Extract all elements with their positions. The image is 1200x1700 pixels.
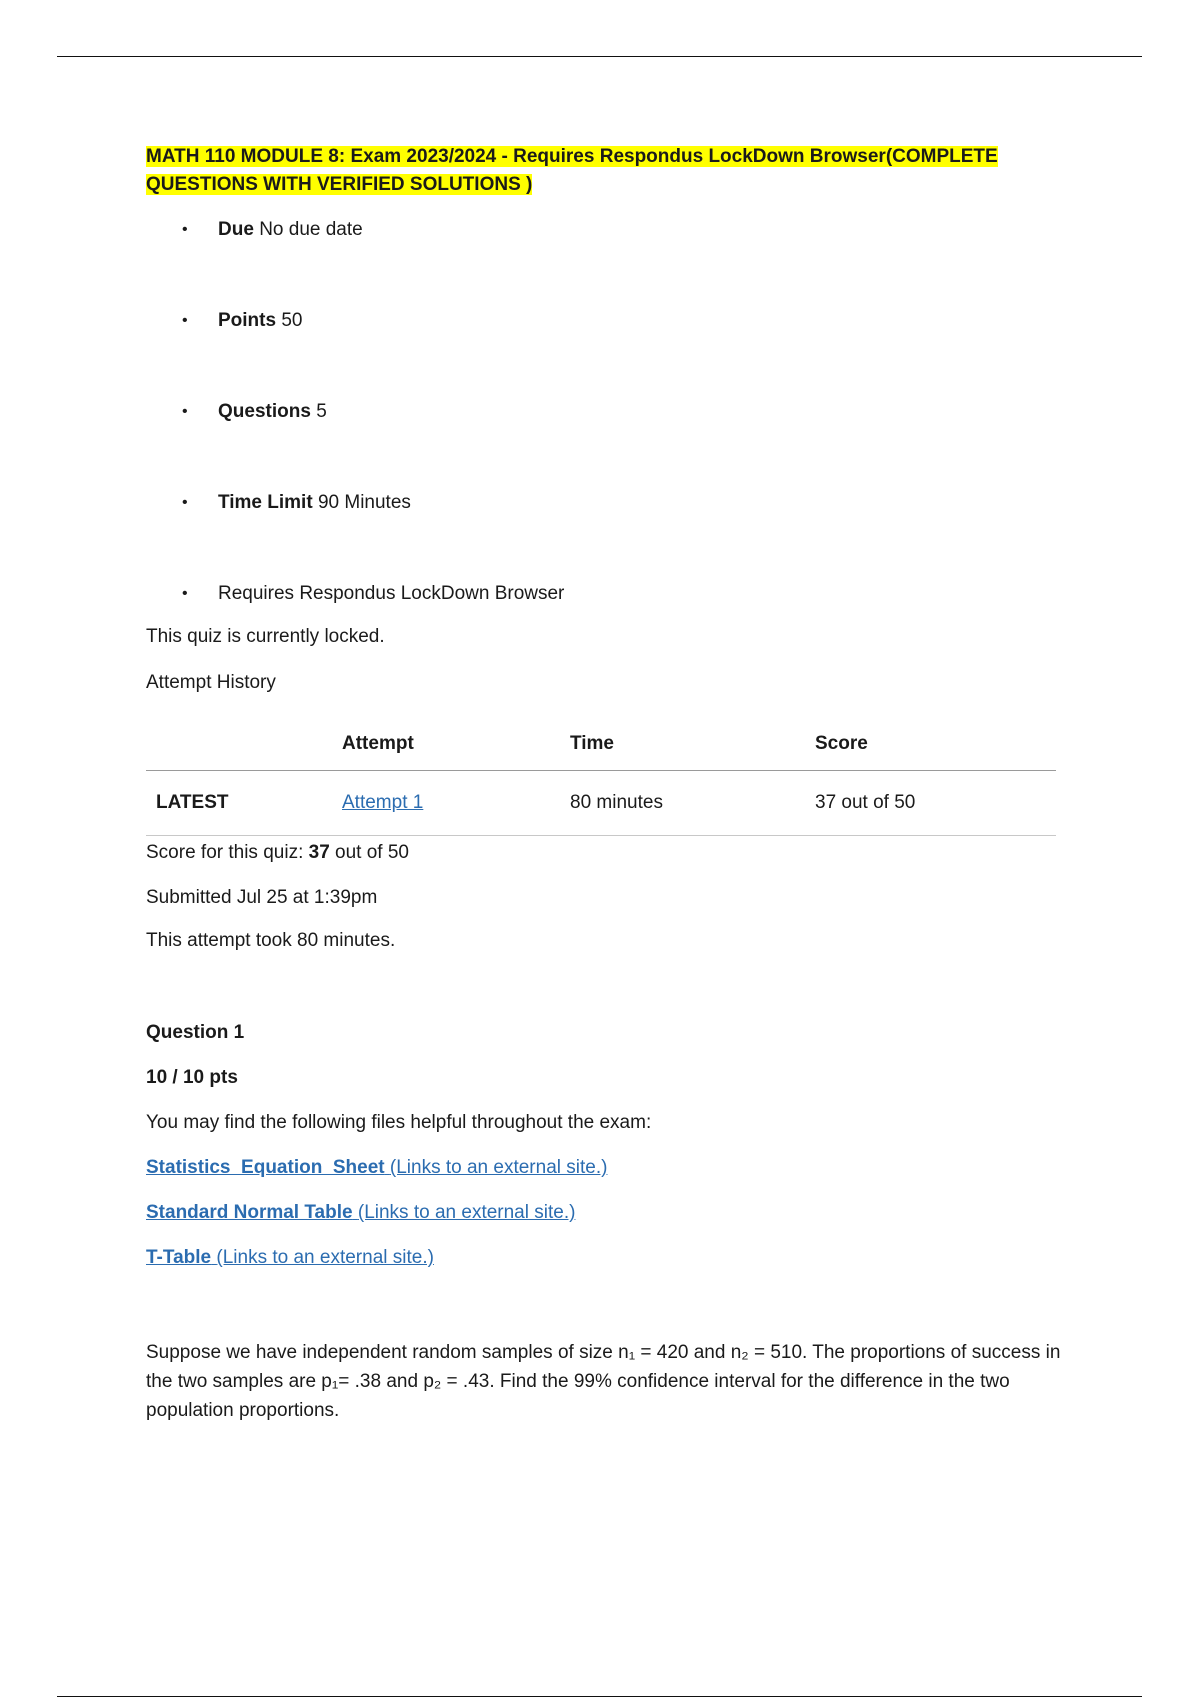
bullet-icon: •	[182, 494, 188, 511]
document-body	[146, 143, 1086, 1425]
table-header-row	[146, 718, 1056, 771]
attempt-1-link[interactable]: Attempt 1	[342, 792, 424, 813]
question-title: Question 1	[146, 1022, 245, 1043]
top-rule	[57, 56, 1142, 57]
detail-questions	[146, 399, 1086, 425]
attempt-duration: This attempt took 80 minutes.	[146, 930, 396, 951]
detail-value: Requires Respondus LockDown Browser	[218, 583, 565, 604]
attempt-cell	[342, 771, 570, 836]
resource-name: T-Table	[146, 1247, 212, 1268]
resource-t-table	[146, 1245, 1086, 1271]
detail-due	[146, 217, 1086, 243]
detail-label: Time Limit	[218, 492, 313, 513]
bullet-icon: •	[182, 585, 188, 602]
column-header-score: Score	[815, 733, 868, 754]
quiz-score	[146, 840, 1086, 866]
external-site-note: (Links to an external site.)	[357, 1202, 576, 1223]
attempt-history-heading: Attempt History	[146, 672, 276, 693]
locked-notice: This quiz is currently locked.	[146, 626, 385, 647]
t-table-link[interactable]	[146, 1247, 434, 1268]
question-points: 10 / 10 pts	[146, 1067, 238, 1088]
resource-name: Statistics Equation Sheet	[146, 1157, 385, 1178]
column-header-blank	[146, 718, 342, 771]
bullet-icon: •	[182, 221, 188, 238]
bottom-rule	[57, 1696, 1142, 1697]
score-value: 37	[308, 842, 330, 863]
resource-standard-normal-table	[146, 1200, 1086, 1226]
quiz-details-list	[146, 217, 1086, 607]
attempt-history-table	[146, 718, 1056, 836]
external-site-note: (Links to an external site.)	[389, 1157, 608, 1178]
detail-value: 5	[316, 401, 327, 422]
detail-label: Questions	[218, 401, 311, 422]
standard-normal-table-link[interactable]	[146, 1202, 575, 1223]
detail-points	[146, 308, 1086, 334]
column-header-attempt: Attempt	[342, 733, 414, 754]
attempt-score: 37 out of 50	[815, 792, 916, 813]
page-title-text: MATH 110 MODULE 8: Exam 2023/2024 - Requires Respondus LockDown Browser(COMPLETE QUESTIONS WITH VERIFIED SOLUTIONS )	[146, 146, 998, 195]
external-site-note: (Links to an external site.)	[216, 1247, 434, 1268]
score-prefix: Score for this quiz:	[146, 842, 304, 863]
detail-time-limit	[146, 490, 1086, 516]
bullet-icon: •	[182, 312, 188, 329]
detail-value: No due date	[259, 219, 363, 240]
statistics-equation-sheet-link[interactable]	[146, 1157, 607, 1178]
bullet-icon: •	[182, 403, 188, 420]
resource-name: Standard Normal Table	[146, 1202, 353, 1223]
table-row	[146, 771, 1056, 836]
question-prompt: Suppose we have independent random samples of size n₁ = 420 and n₂ = 510. The proportions of success in the two samples are p₁= .38 and p₂ = .43. Find the 99% confidence interval for the difference in the two population proportions.	[146, 1342, 1061, 1421]
column-header-time: Time	[570, 733, 615, 754]
detail-lockdown	[146, 581, 1086, 607]
attempt-time: 80 minutes	[570, 792, 663, 813]
detail-label: Due	[218, 219, 254, 240]
submitted-timestamp: Submitted Jul 25 at 1:39pm	[146, 887, 378, 908]
page-title	[146, 143, 1086, 199]
detail-value: 50	[281, 310, 303, 331]
detail-label: Points	[218, 310, 277, 331]
resource-statistics-equation-sheet	[146, 1155, 1086, 1181]
attempt-status-label: LATEST	[156, 792, 229, 813]
detail-value: 90 Minutes	[317, 492, 411, 513]
score-suffix: out of 50	[335, 842, 409, 863]
resources-intro: You may find the following files helpful throughout the exam:	[146, 1112, 652, 1133]
